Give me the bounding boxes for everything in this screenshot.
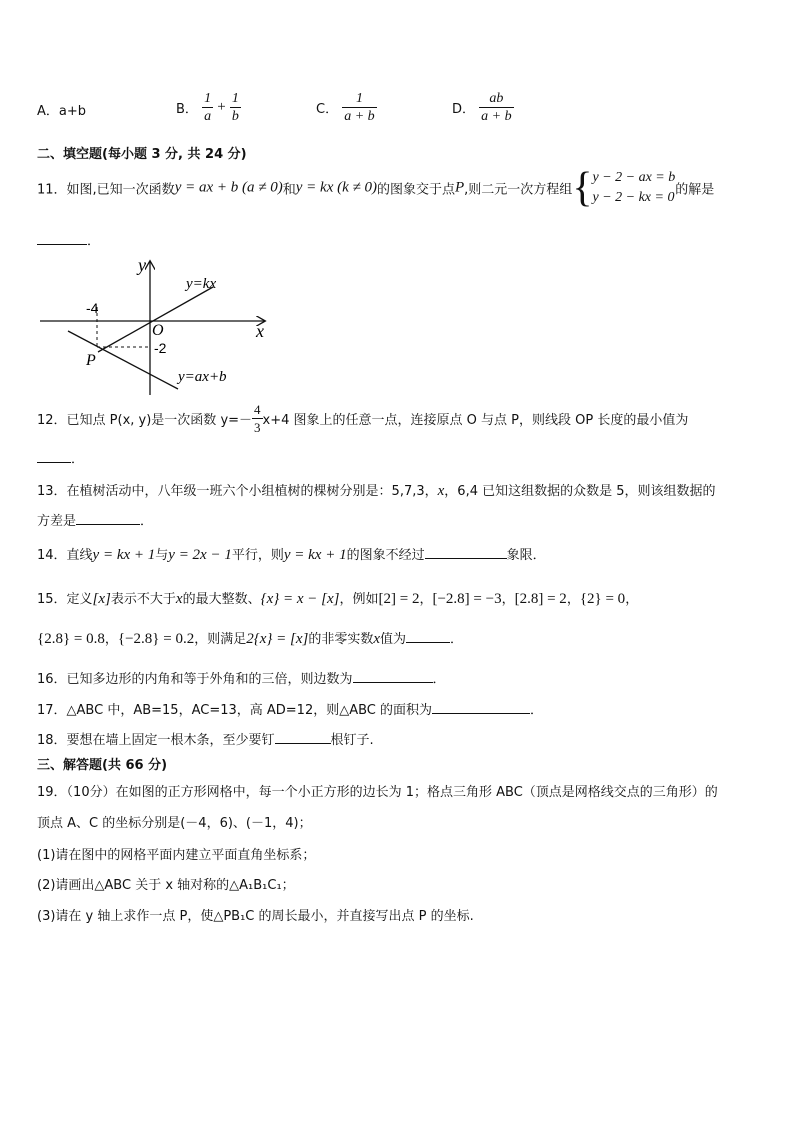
label-y-kx: y=kx <box>186 276 217 292</box>
equation-system: y − 2 − ax = b y − 2 − kx = 0 <box>592 170 676 205</box>
option-a <box>37 100 86 119</box>
tick-neg2: -2 <box>154 340 167 356</box>
option-b: B． $\frac{1}{a}$ + $\frac{1}{b}$ <box>176 91 239 124</box>
origin-label: O <box>152 322 164 339</box>
answer-blank <box>432 701 530 714</box>
section-2-heading: 二、填空题(每小题 3 分, 共 24 分) <box>37 147 247 162</box>
q11-answer-line: ． <box>37 230 100 249</box>
question-19-part1: (1)请在图中的网格平面内建立平面直角坐标系； <box>37 848 316 863</box>
system-brace: { <box>572 165 593 211</box>
answer-blank <box>76 512 140 525</box>
tick-neg4: -4 <box>86 300 99 316</box>
option-c <box>316 90 377 125</box>
answer-blank <box>275 731 331 744</box>
question-15: 15．定义[x]表示不大于x的最大整数、{x} = x − [x]，例如[2] = 2，[−2.8] = −3，[2.8] = 2，{2} = 0， <box>37 591 639 607</box>
question-16: 16．已知多边形的内角和等于外角和的三倍，则边数为 ． <box>37 672 446 687</box>
option-b-frac1: $\frac{1}{a}$ <box>204 91 212 124</box>
answer-blank <box>37 232 87 245</box>
option-a-text: a+b <box>58 104 87 119</box>
point-p-label: P <box>86 352 96 369</box>
q15-line2: {2.8} = 0.8，{−2.8} = 0.2，则满足2{x} = [x]的非零实数x值为 ． <box>37 631 464 647</box>
question-19-line1: 19．（10分）在如图的正方形网格中，每一个小正方形的边长为 1；格点三角形 ABC（顶点是网格线交点的三角形）的 <box>37 785 718 800</box>
question-11: 11．如图,已知一次函数y = ax + b (a ≠ 0)和y = kx (k ≠ 0)的图象交于点P,则二元一次方程组{ y − 2 − ax = b y − 2 − kx = 0 的解是 <box>37 165 715 211</box>
question-19-line2: 顶点 A、C 的坐标分别是(－4，6)、(－1，4)； <box>37 816 312 831</box>
answer-blank <box>406 630 450 643</box>
function-graph <box>38 257 278 397</box>
option-b-frac2: $\frac{1}{b}$ <box>231 91 239 124</box>
question-13: 13．在植树活动中，八年级一班六个小组植树的棵树分别是：5,7,3，x，6,4 已知这组数据的众数是 5，则该组数据的 <box>37 483 716 499</box>
section-3-heading: 三、解答题(共 66 分) <box>37 758 168 773</box>
q12-answer-line: ． <box>37 448 84 467</box>
question-18: 18．要想在墙上固定一根木条，至少要钉 根钉子. <box>37 733 374 748</box>
option-a-label: A． <box>37 104 59 119</box>
question-19-part3: (3)请在 y 轴上求作一点 P，使△PB₁C 的周长最小，并直接写出点 P 的坐标. <box>37 909 474 924</box>
x-label: x <box>256 321 264 341</box>
question-19-part2: (2)请画出△ABC 关于 x 轴对称的△A₁B₁C₁； <box>37 878 295 893</box>
option-d-frac: $\frac{ab}{a + b}$ <box>481 91 512 124</box>
answer-blank <box>353 670 433 683</box>
label-y-ax-b: y=ax+b <box>178 369 227 385</box>
option-c-label: C． <box>316 102 339 117</box>
question-17: 17．△ABC 中，AB=15，AC=13，高 AD=12，则△ABC 的面积为 ． <box>37 703 544 718</box>
answer-blank <box>37 450 71 463</box>
option-b-label: B． <box>176 102 198 117</box>
question-12: 12．已知点 P(x, y)是一次函数 y=－ $\frac{4}{3}$ x+4 图象上的任意一点，连接原点 O 与点 P，则线段 OP 长度的最小值为 <box>37 402 689 435</box>
q12-fraction: $\frac{4}{3}$ <box>254 402 261 435</box>
y-label: y <box>138 257 146 275</box>
q13-line2: 方差是 ． <box>37 514 154 529</box>
answer-blank <box>425 546 507 559</box>
option-c-frac: $\frac{1}{a + b}$ <box>344 91 375 124</box>
question-14: 14．直线y = kx + 1与y = 2x − 1平行，则y = kx + 1的图象不经过 象限． <box>37 547 546 563</box>
option-d <box>452 90 514 125</box>
option-d-label: D． <box>452 102 476 117</box>
